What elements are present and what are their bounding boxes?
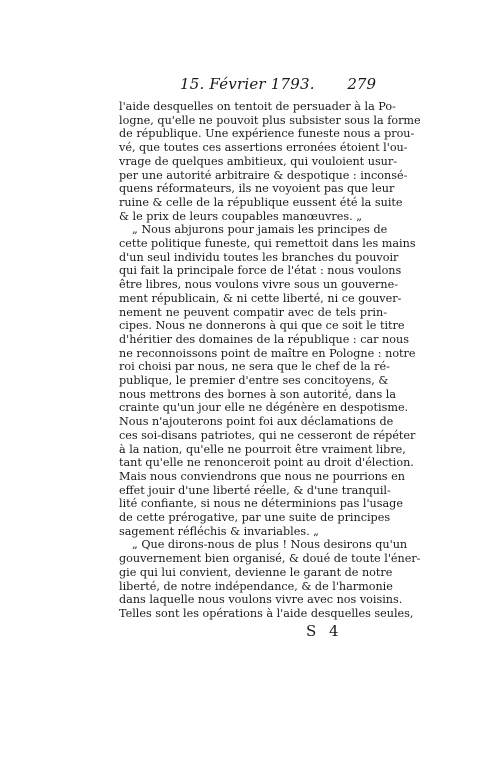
- text-line: logne, qu'elle ne pouvoit plus subsister sous la forme: [119, 113, 421, 127]
- text-line: Nous n'ajouterons point foi aux déclamations de: [119, 415, 394, 429]
- text-line: & le prix de leurs coupables manœuvres. „: [119, 209, 362, 223]
- page-number: 279: [347, 75, 376, 93]
- running-header: [180, 74, 376, 94]
- text-line: quens réformateurs, ils ne voyoient pas que leur: [119, 182, 395, 196]
- text-line: nous mettrons des bornes à son autorité, dans la: [119, 387, 397, 401]
- paragraph-start-line: „ Nous abjurons pour jamais les principes de: [132, 223, 388, 237]
- text-line: roi choisi par nous, ne sera que le chef de la ré-: [119, 360, 390, 374]
- text-line: Telles sont les opérations à l'aide desquelles seules,: [119, 606, 414, 620]
- header-date: 15. Février 1793.: [180, 75, 315, 93]
- text-line: cette politique funeste, qui remettoit dans les mains: [119, 237, 416, 250]
- text-line: tant qu'elle ne renonceroit point au droit d'élection.: [119, 456, 414, 470]
- text-line: Mais nous conviendrons que nous ne pourrions en: [119, 469, 405, 483]
- paragraph-start-line: „ Que dirons-nous de plus ! Nous desirons qu'un: [132, 538, 408, 552]
- text-line: à la nation, qu'elle ne pourroit être vraiment libre,: [119, 442, 406, 456]
- text-line: ne reconnoissons point de maître en Pologne : notre: [119, 346, 416, 360]
- text-line: crainte qu'un jour elle ne dégénère en despotisme.: [119, 401, 409, 415]
- text-line: de république. Une expérience funeste nous a prou-: [119, 127, 415, 141]
- text-line: d'héritier des domaines de la république : car nous: [119, 332, 409, 346]
- text-line: vé, que toutes ces assertions erronées étoient l'ou-: [119, 141, 408, 155]
- text-line: ces soi-disans patriotes, qui ne cesseront de répéter: [119, 428, 416, 442]
- text-line: sagement réfléchis & invariables. „: [119, 524, 319, 538]
- text-line: per une autorité arbitraire & despotique : inconsé-: [119, 168, 408, 182]
- text-line: gie qui lui convient, devienne le garant de notre: [119, 565, 393, 579]
- text-line: dans laquelle nous voulons vivre avec nos voisins.: [119, 593, 403, 607]
- text-line: de cette prérogative, par une suite de principes: [119, 511, 391, 524]
- signature-mark: S 4: [306, 621, 343, 640]
- text-line: liberté, de notre indépendance, & de l'harmonie: [119, 579, 393, 593]
- text-line: nement ne peuvent compatir avec de tels prin-: [119, 305, 387, 319]
- text-line: lité confiante, si nous ne déterminions pas l'usage: [119, 497, 403, 511]
- text-line: être libres, nous voulons vivre sous un gouverne-: [119, 278, 398, 292]
- text-line: d'un seul individu toutes les branches du pouvoir: [119, 250, 399, 264]
- text-line: qui fait la principale force de l'état : nous voulons: [119, 264, 402, 278]
- text-line: effet jouir d'une liberté réelle, & d'une tranquil-: [119, 483, 391, 497]
- text-line: ment républicain, & ni cette liberté, ni ce gouver-: [119, 291, 402, 305]
- text-line: publique, le premier d'entre ses concitoyens, &: [119, 374, 389, 387]
- text-line: ruine & celle de la république eussent été la suite: [119, 195, 403, 209]
- text-line: gouvernement bien organisé, & doué de toute l'éner-: [119, 552, 421, 566]
- text-line: cipes. Nous ne donnerons à qui que ce soit le titre: [119, 319, 405, 333]
- text-line: vrage de quelques ambitieux, qui vouloient usur-: [119, 154, 398, 168]
- text-line: l'aide desquelles on tentoit de persuader à la Po-: [119, 100, 396, 113]
